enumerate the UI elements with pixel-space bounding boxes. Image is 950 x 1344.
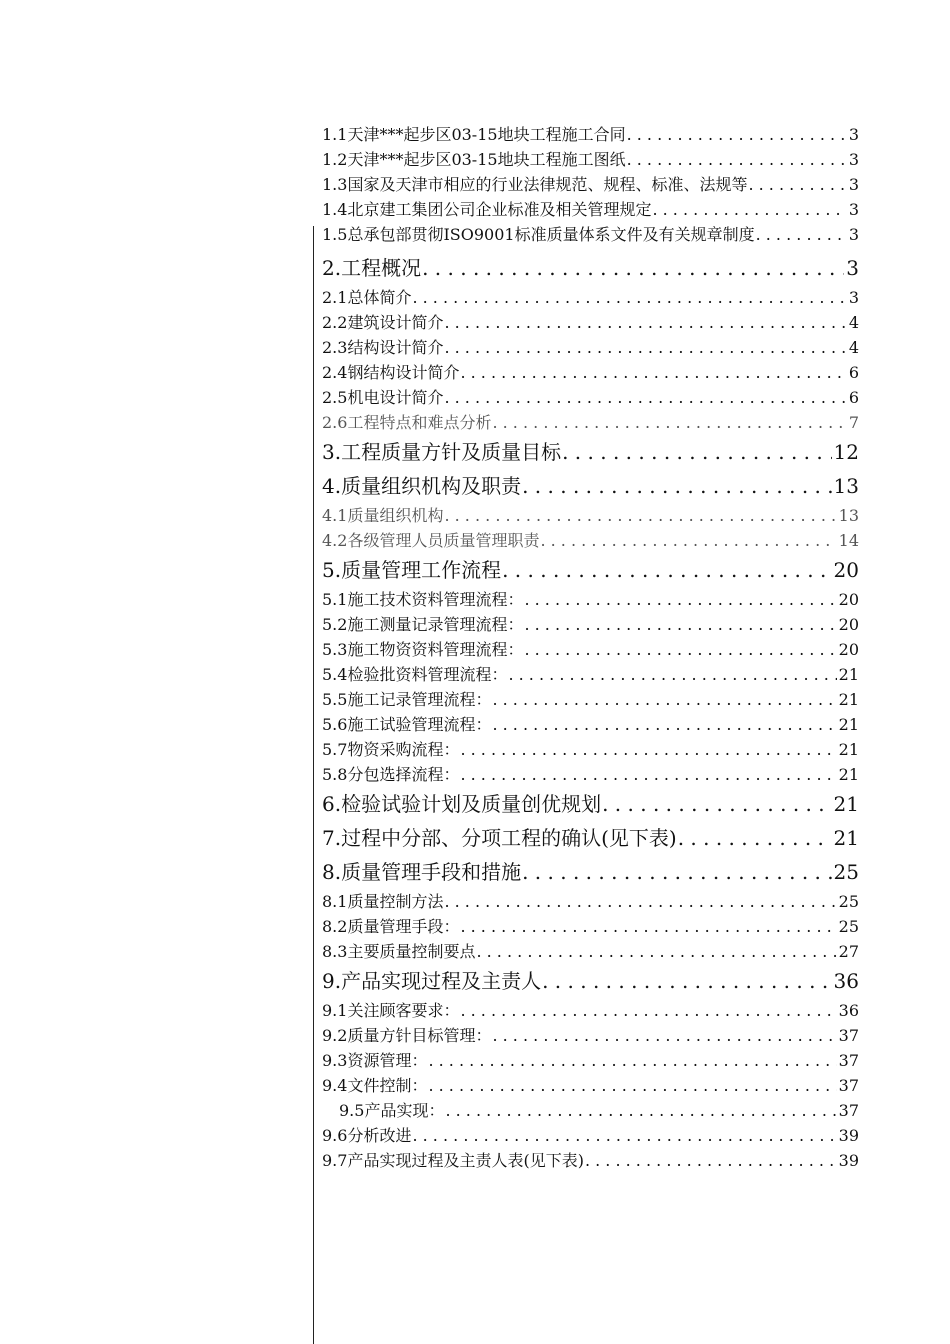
toc-heading-title: 4.质量组织机构及职责 xyxy=(322,474,522,498)
toc-leader xyxy=(411,1123,836,1148)
toc-page-number: 21 xyxy=(838,765,859,784)
toc-entry-8-1[interactable] xyxy=(322,889,859,914)
toc-leader xyxy=(677,821,832,855)
toc-heading-5[interactable] xyxy=(322,553,859,587)
toc-leader xyxy=(421,251,844,285)
toc-entry-title: 9.5产品实现： xyxy=(339,1101,445,1120)
toc-heading-3[interactable] xyxy=(322,435,859,469)
toc-leader xyxy=(427,1048,836,1073)
toc-leader xyxy=(507,662,836,687)
toc-leader xyxy=(459,360,846,385)
toc-entry-5-4[interactable] xyxy=(322,662,859,687)
toc-page-number: 3 xyxy=(848,200,859,219)
toc-entry-2-1[interactable] xyxy=(322,285,859,310)
toc-page-number: 20 xyxy=(838,640,859,659)
toc-page-number: 6 xyxy=(848,363,859,382)
toc-entry-title: 8.2质量管理手段： xyxy=(322,917,460,936)
toc-page-number: 13 xyxy=(838,506,859,525)
toc-heading-title: 6.检验试验计划及质量创优规划 xyxy=(322,792,602,816)
toc-leader xyxy=(444,1098,836,1123)
toc-page-number: 7 xyxy=(848,413,859,432)
toc-leader xyxy=(491,410,846,435)
toc-entry-title: 5.7物资采购流程： xyxy=(322,740,460,759)
toc-leader xyxy=(459,914,836,939)
toc-page-number: 12 xyxy=(833,440,859,464)
toc-entry-9-4[interactable] xyxy=(322,1073,859,1098)
toc-page-number: 3 xyxy=(848,225,859,244)
toc-entry-title: 2.2建筑设计简介 xyxy=(322,313,444,332)
toc-heading-7[interactable] xyxy=(322,821,859,855)
toc-leader xyxy=(601,787,831,821)
toc-page-number: 36 xyxy=(833,969,859,993)
toc-entry-5-2[interactable] xyxy=(322,612,859,637)
toc-entry-title: 1.5总承包部贯彻ISO9001标准质量体系文件及有关规章制度 xyxy=(322,225,755,244)
toc-heading-title: 3.工程质量方针及质量目标 xyxy=(322,440,562,464)
toc-entry-9-5[interactable] xyxy=(322,1098,859,1123)
toc-entry-9-2[interactable] xyxy=(322,1023,859,1048)
toc-entry-5-3[interactable] xyxy=(322,637,859,662)
toc-page-number: 14 xyxy=(838,531,859,550)
toc-page-number: 36 xyxy=(838,1001,859,1020)
toc-entry-title: 1.2天津***起步区03-15地块工程施工图纸 xyxy=(322,150,626,169)
toc-leader xyxy=(427,1073,836,1098)
toc-heading-4[interactable] xyxy=(322,469,859,503)
toc-page-number: 3 xyxy=(848,288,859,307)
toc-page-number: 3 xyxy=(848,125,859,144)
toc-page-number: 21 xyxy=(833,826,859,850)
toc-page-number: 20 xyxy=(838,590,859,609)
toc-page-number: 3 xyxy=(848,150,859,169)
toc-entry-title: 5.8分包选择流程： xyxy=(322,765,460,784)
toc-leader xyxy=(475,939,836,964)
toc-entry-title: 9.2质量方针目标管理： xyxy=(322,1026,492,1045)
toc-entry-5-1[interactable] xyxy=(322,587,859,612)
toc-leader xyxy=(755,222,847,247)
toc-leader xyxy=(539,528,836,553)
toc-heading-8[interactable] xyxy=(322,855,859,889)
toc-entry-title: 5.2施工测量记录管理流程： xyxy=(322,615,524,634)
toc-entry-5-6[interactable] xyxy=(322,712,859,737)
toc-page-number: 21 xyxy=(838,715,859,734)
toc-leader xyxy=(443,889,836,914)
toc-entry-title: 1.3国家及天津市相应的行业法律规范、规程、标准、法规等 xyxy=(322,175,748,194)
toc-leader xyxy=(501,553,831,587)
toc-page-number: 21 xyxy=(838,665,859,684)
toc-heading-title: 2.工程概况 xyxy=(322,256,422,280)
toc-entry-8-2[interactable] xyxy=(322,914,859,939)
toc-page-number: 4 xyxy=(848,338,859,357)
toc-entry-title: 5.1施工技术资料管理流程： xyxy=(322,590,524,609)
toc-entry-8-3[interactable] xyxy=(322,939,859,964)
toc-leader xyxy=(521,855,831,889)
toc-entry-title: 2.1总体简介 xyxy=(322,288,412,307)
toc-entry-1-2[interactable] xyxy=(322,147,859,172)
toc-page-number: 39 xyxy=(838,1151,859,1170)
toc-entry-2-2[interactable] xyxy=(322,310,859,335)
toc-entry-title: 2.6工程特点和难点分析 xyxy=(322,413,492,432)
toc-leader xyxy=(411,285,846,310)
toc-entry-4-2[interactable] xyxy=(322,528,859,553)
toc-leader xyxy=(443,310,846,335)
toc-page-number: 25 xyxy=(833,860,859,884)
toc-entry-title: 9.7产品实现过程及主责人表(见下表) xyxy=(322,1151,584,1170)
toc-entry-title: 4.2各级管理人员质量管理职责 xyxy=(322,531,540,550)
toc-leader xyxy=(584,1148,837,1173)
toc-entry-2-4[interactable] xyxy=(322,360,859,385)
toc-entry-9-7[interactable] xyxy=(322,1148,859,1173)
toc-leader xyxy=(523,612,836,637)
toc-entry-1-4[interactable] xyxy=(322,197,859,222)
toc-leader xyxy=(459,762,836,787)
toc-entry-2-3[interactable] xyxy=(322,335,859,360)
toc-entry-title: 9.1关注顾客要求： xyxy=(322,1001,460,1020)
toc-page-number: 21 xyxy=(838,690,859,709)
toc-page-number: 3 xyxy=(848,175,859,194)
toc-entry-title: 4.1质量组织机构 xyxy=(322,506,444,525)
table-of-contents xyxy=(322,122,859,1173)
toc-leader xyxy=(626,147,847,172)
toc-entry-title: 8.1质量控制方法 xyxy=(322,892,444,911)
toc-entry-title: 5.4检验批资料管理流程： xyxy=(322,665,508,684)
toc-page-number: 37 xyxy=(838,1076,859,1095)
toc-leader xyxy=(491,687,836,712)
toc-entry-title: 5.5施工记录管理流程： xyxy=(322,690,492,709)
toc-heading-title: 9.产品实现过程及主责人 xyxy=(322,969,542,993)
toc-heading-title: 5.质量管理工作流程 xyxy=(322,558,502,582)
toc-leader xyxy=(561,435,831,469)
toc-entry-1-3[interactable] xyxy=(322,172,859,197)
toc-heading-9[interactable] xyxy=(322,964,859,998)
toc-entry-title: 2.5机电设计简介 xyxy=(322,388,444,407)
toc-page-number: 6 xyxy=(848,388,859,407)
toc-entry-5-8[interactable] xyxy=(322,762,859,787)
toc-page-number: 25 xyxy=(838,892,859,911)
toc-page-number: 3 xyxy=(846,256,859,280)
toc-heading-6[interactable] xyxy=(322,787,859,821)
toc-page-number: 4 xyxy=(848,313,859,332)
toc-entry-2-6[interactable] xyxy=(322,410,859,435)
toc-leader xyxy=(459,737,836,762)
toc-entry-title: 1.1天津***起步区03-15地块工程施工合同 xyxy=(322,125,626,144)
toc-heading-title: 8.质量管理手段和措施 xyxy=(322,860,522,884)
toc-leader xyxy=(443,385,846,410)
toc-leader xyxy=(459,998,836,1023)
toc-leader xyxy=(491,1023,836,1048)
toc-entry-title: 1.4北京建工集团公司企业标准及相关管理规定 xyxy=(322,200,652,219)
toc-entry-9-6[interactable] xyxy=(322,1123,859,1148)
toc-entry-title: 2.3结构设计简介 xyxy=(322,338,444,357)
toc-entry-5-7[interactable] xyxy=(322,737,859,762)
toc-heading-2[interactable] xyxy=(322,251,859,285)
toc-leader xyxy=(626,122,847,147)
toc-leader xyxy=(443,503,836,528)
toc-leader xyxy=(747,172,846,197)
toc-leader xyxy=(541,964,831,998)
toc-entry-title: 5.3施工物资资料管理流程： xyxy=(322,640,524,659)
toc-page-number: 37 xyxy=(838,1026,859,1045)
toc-page-number: 37 xyxy=(838,1101,859,1120)
toc-page-number: 25 xyxy=(838,917,859,936)
toc-page-number: 21 xyxy=(833,792,859,816)
toc-page-number: 13 xyxy=(833,474,859,498)
toc-leader xyxy=(521,469,831,503)
toc-entry-title: 9.3资源管理： xyxy=(322,1051,428,1070)
toc-page-number: 39 xyxy=(838,1126,859,1145)
toc-entry-4-1[interactable] xyxy=(322,503,859,528)
toc-page-number: 20 xyxy=(833,558,859,582)
toc-entry-5-5[interactable] xyxy=(322,687,859,712)
toc-entry-9-3[interactable] xyxy=(322,1048,859,1073)
toc-entry-title: 8.3主要质量控制要点 xyxy=(322,942,476,961)
margin-rule xyxy=(313,226,314,1344)
toc-leader xyxy=(523,587,836,612)
toc-heading-title: 7.过程中分部、分项工程的确认(见下表) xyxy=(322,826,677,850)
toc-entry-9-1[interactable] xyxy=(322,998,859,1023)
toc-page-number: 21 xyxy=(838,740,859,759)
toc-entry-title: 9.6分析改进 xyxy=(322,1126,412,1145)
toc-leader xyxy=(651,197,846,222)
toc-page-number: 20 xyxy=(838,615,859,634)
toc-entry-title: 9.4文件控制： xyxy=(322,1076,428,1095)
toc-leader xyxy=(491,712,836,737)
toc-leader xyxy=(523,637,836,662)
toc-entry-2-5[interactable] xyxy=(322,385,859,410)
toc-entry-1-1[interactable] xyxy=(322,122,859,147)
toc-page-number: 27 xyxy=(838,942,859,961)
toc-leader xyxy=(443,335,846,360)
toc-page-number: 37 xyxy=(838,1051,859,1070)
toc-entry-title: 5.6施工试验管理流程： xyxy=(322,715,492,734)
toc-entry-title: 2.4钢结构设计简介 xyxy=(322,363,460,382)
toc-entry-1-5[interactable] xyxy=(322,222,859,247)
